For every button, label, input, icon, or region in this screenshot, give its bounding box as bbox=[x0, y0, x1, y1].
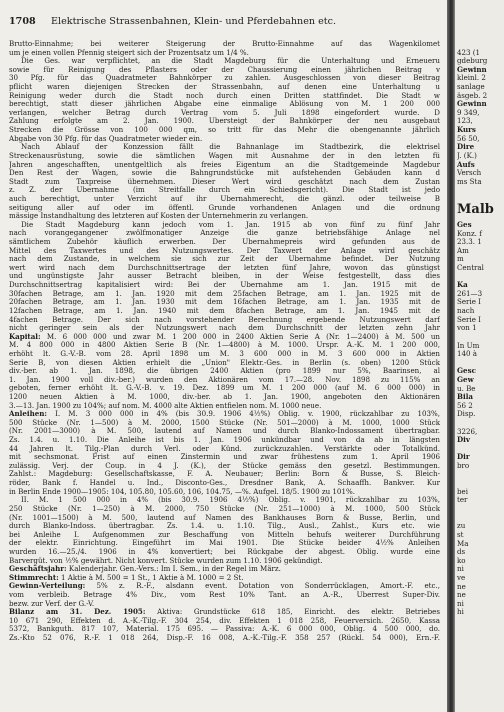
page-header bbox=[9, 16, 439, 30]
line-text: in Berlin Ende 1900—1905: 104, 105.80, 105.60, 106, 104.75, —%. Aufgel. 18/5. 1900 zu 101%. bbox=[9, 487, 355, 496]
line-text: Aktiva: Grundstücke 618 185, Einricht. des elektr. Betriebes bbox=[145, 608, 440, 617]
adjacent-text-fragment: 261—3 bbox=[457, 289, 483, 298]
adjacent-text-fragment: Serie I bbox=[457, 315, 481, 324]
section-label: Geschäftsjahr: bbox=[9, 565, 67, 574]
line-text: sämtlichem Zubehör käuflich erwerben. Der Übernahmepreis wird gefunden aus de bbox=[9, 238, 440, 247]
adjacent-text-fragment: äsgeb. 2 bbox=[457, 91, 488, 100]
section-label: Stimmrecht: bbox=[9, 573, 59, 582]
adjacent-text-fragment bbox=[457, 273, 503, 282]
text-line bbox=[9, 92, 440, 101]
adjacent-text-fragment: Am bbox=[457, 246, 469, 255]
line-text: wert wird nach dem Durchschnittsertrage der letzten fünf Jahre, wovon das günstigst bbox=[9, 263, 440, 272]
line-text: geboten, ferner erhöht lt. G.-V.-B. v. 19. Dez. 1899 um M. 1 200 000 (auf M. 6 000 000) in bbox=[9, 384, 440, 393]
adjacent-text-fragment: Central bbox=[457, 264, 484, 273]
line-text: nach vorangegangener zwölfmonatiger Anzeige die ganze betriebsfähige Anlage nel bbox=[9, 229, 440, 238]
text-line bbox=[9, 488, 440, 497]
line-text: vom verbleib. Betrage 4% Div., vom Rest 10% Tant. an A.-R., Überrest Super-Div. bbox=[9, 591, 440, 599]
adjacent-text-fragment: Div bbox=[457, 436, 470, 445]
section-label: Bilanz am 31. Dez. 1905: bbox=[9, 608, 146, 617]
adjacent-text-fragment: 123, bbox=[457, 117, 473, 126]
adjacent-text-fragment: u. Be bbox=[457, 384, 476, 393]
adjacent-text-fragment: ne bbox=[457, 582, 466, 591]
line-text: 3.—13. Jan. 1900 zu 104%; auf nom. M. 4000 alte Aktien entfielen nom. M. 1000 neue. bbox=[9, 401, 322, 410]
text-line bbox=[9, 393, 440, 402]
line-text: zulässig. Verj. der Coup. in 4 J. (K.), der Stücke gemäss den gesetzl. Bestimmungen. bbox=[9, 461, 440, 470]
adjacent-text-fragment: Konz. f bbox=[457, 229, 482, 238]
line-text: Mittel des Taxwertes und des Nutzungswertes. Der Taxwert der Anlage wird geschätz bbox=[9, 246, 440, 255]
adjacent-text-fragment: Ka bbox=[457, 281, 468, 290]
text-line bbox=[9, 479, 440, 488]
text-line bbox=[9, 419, 440, 428]
adjacent-text-fragment: gdeburg bbox=[457, 57, 488, 66]
line-text: bei Anleihe I. Aufgenommen zur Beschaffung von Mitteln behufs weiterer Durchführung bbox=[9, 530, 440, 539]
line-text: Abgabe von 30 Pfg. für das Quadratmeter wieder ein. bbox=[9, 134, 203, 143]
text-line bbox=[9, 204, 440, 213]
line-text: erhöht lt. G.-V.-B. vom 28. April 1898 um M. 3 600 000 in M. 3 600 000 in Aktien bbox=[9, 349, 440, 358]
text-line bbox=[9, 324, 440, 333]
line-text: 1 Aktie à M. 500 = 1 St., 1 Aktie à M. 1000 = 2 St. bbox=[58, 573, 244, 582]
text-line bbox=[9, 427, 440, 436]
text-line bbox=[9, 436, 440, 445]
text-line bbox=[9, 281, 440, 290]
text-line bbox=[9, 359, 440, 368]
text-line bbox=[9, 565, 440, 574]
line-text: nach dem Zustande, in welchem sie sich zur Zeit der Übernahme befindet. Der Nutzung bbox=[9, 255, 440, 264]
text-line bbox=[9, 582, 440, 591]
line-text: 44 Jahren lt. Tilg.-Plan durch Verl. oder Künd. zurückzuzahlen. Verstärkte oder Totalkünd. bbox=[9, 444, 440, 453]
text-line bbox=[9, 126, 440, 135]
text-line bbox=[9, 514, 440, 523]
adjacent-page-text bbox=[457, 40, 503, 617]
text-line bbox=[9, 600, 440, 609]
adjacent-text-fragment: Gesc bbox=[457, 367, 476, 376]
adjacent-page-edge bbox=[455, 0, 504, 712]
line-text: 20fachen Betrage, am 1. Jan. 1930 mit dem 16fachen Betrage, am 1. Jan. 1935 mit de bbox=[9, 298, 440, 307]
line-text: auch berechtigt, unter Verzicht auf ihr Übernahmerecht, die gänzl. oder teilweise B bbox=[9, 194, 440, 203]
adjacent-text-fragment: bei bbox=[457, 487, 469, 496]
adjacent-text-fragment: zu bbox=[457, 522, 466, 531]
line-text: der elektr. Einrichtung. Eingeführt im Mai 1901. Die Stücke beider 4½% Anleihen bbox=[9, 539, 440, 548]
text-line bbox=[9, 40, 440, 49]
adjacent-text-fragment: ve bbox=[457, 573, 466, 582]
line-text: um je einen vollen Pfennig steigert sich der Prozentsatz um 1/4 %. bbox=[9, 48, 249, 57]
text-line bbox=[9, 169, 440, 178]
text-line bbox=[9, 49, 440, 58]
adjacent-text-fragment: ko bbox=[457, 556, 466, 565]
line-text: 4fachen Betrage. Der sich nach vorstehender Berechnung ergebende Nutzungswert darf bbox=[9, 315, 440, 324]
line-text: verlangen, welcher Betrag durch Vertrag vom 5. Juli 1898 eingefordert wurde. D bbox=[9, 108, 440, 117]
adjacent-text-fragment: ni bbox=[457, 599, 464, 608]
adjacent-text-fragment: Gew bbox=[457, 375, 474, 384]
text-line bbox=[9, 341, 440, 350]
adjacent-text-fragment bbox=[457, 505, 503, 514]
text-line bbox=[9, 221, 440, 230]
line-text: I. M. 3 000 000 in 4% (bis 30.9. 1906 4½%) Oblig. v. 1900, rückzahlbar zu 103%, bbox=[47, 410, 440, 419]
line-text: 1200 neuen Aktien à M. 1000, div.-ber. ab 1. Jan. 1900, angeboten den Aktionären bbox=[9, 392, 440, 401]
text-line bbox=[9, 445, 440, 454]
text-line bbox=[9, 531, 440, 540]
text-line bbox=[9, 143, 440, 152]
text-line bbox=[9, 290, 440, 299]
adjacent-text-fragment: J. (K.) bbox=[457, 151, 477, 160]
line-text: (Nr. 2001—3000) à M. 500, lautend auf Namen und durch Blanko-Indossament übertragbar. bbox=[9, 427, 440, 436]
adjacent-text-fragment: Dire bbox=[457, 143, 475, 152]
line-text: sowie für Reinigung des Pflasters oder der Chaussierung einen jährlichen Beitrag v bbox=[9, 65, 440, 74]
text-line bbox=[9, 608, 440, 617]
line-text: und ungünstigste Jahr ausser Betracht bleiben, in der Weise festgestellt, dass dies bbox=[9, 272, 440, 281]
adjacent-text-fragment: ter bbox=[457, 496, 468, 505]
line-text: div.-ber. ab 1. Jan. 1898, die übrigen 2400 Aktien (pro 1899 nur 5%, Baarinsen, al bbox=[9, 367, 440, 376]
text-line bbox=[9, 152, 440, 161]
text-line bbox=[9, 625, 440, 634]
adjacent-text-fragment bbox=[457, 40, 503, 49]
adjacent-text-fragment: 140 à bbox=[457, 350, 478, 359]
line-text: 10 671 290, Effekten d. A.-K.-Tilg.-F. 304 254, div. Effekten 1 018 258, Feuerversich. 2650, Kassa bbox=[9, 616, 440, 625]
text-line bbox=[9, 470, 440, 479]
line-text: 250 Stücke (Nr. 1—250) à M. 2000, 750 Stücke (Nr. 251—1000) à M. 1000, 500 Stück bbox=[9, 504, 440, 513]
line-text: Durchschnittsertrag kapitalisiert wird: Bei der Übernahme am 1. Jan. 1915 mit de bbox=[9, 281, 440, 290]
adjacent-text-fragment bbox=[457, 359, 503, 368]
adjacent-text-fragment: sanlage bbox=[457, 83, 485, 92]
line-text: nicht geringer sein als der Nutzungswert nach dem Durchschnitt der letzten zehn Jahr bbox=[9, 324, 440, 333]
text-line bbox=[9, 307, 440, 316]
text-line bbox=[9, 367, 440, 376]
text-line bbox=[9, 376, 440, 385]
text-line bbox=[9, 350, 440, 359]
text-line bbox=[9, 634, 440, 643]
adjacent-text-fragment: ms Sta bbox=[457, 177, 482, 186]
line-text: Stadt zum Taxpreise übernehmen. Dieser Wert wird geschätzt nach dem Zustan bbox=[9, 177, 440, 186]
line-text: 500 Stücke (Nr. 1—500) à M. 2000, 1500 Stücke (Nr. 501—2000) à M. 1000, 1000 Stück bbox=[9, 418, 440, 427]
text-line bbox=[9, 100, 440, 109]
line-text: seitigung aller auf oder im öffentl. Grunde vorhandenen Anlagen und die ordnung bbox=[9, 203, 440, 212]
adjacent-text-fragment: Gewinn bbox=[457, 65, 487, 74]
line-text: Die Stadt Magdeburg kann jedoch vom 1. Jan. 1915 ab von fünf zu fünf Jahr bbox=[21, 220, 440, 229]
body-text bbox=[9, 40, 440, 643]
line-text: Strecken die Grösse von 100 000 qm, so tritt für das Mehr die obengenannte jährlich bbox=[9, 126, 440, 135]
line-text: Zahlung erfolgte am 2. Jan. 1900. Übersteigt der Bahnkörper der neu ausgebaut bbox=[9, 117, 440, 126]
line-text: bezw. zur Verf. der G.-V. bbox=[9, 599, 95, 608]
text-line bbox=[9, 178, 440, 187]
adjacent-text-fragment: hi bbox=[457, 608, 464, 617]
adjacent-text-fragment: Gewinn bbox=[457, 100, 487, 109]
adjacent-text-fragment bbox=[457, 186, 503, 195]
text-line bbox=[9, 505, 440, 514]
line-text: pflicht waren diejenigen Strecken der Strassenbahn, auf denen eine Unterhaltung u bbox=[9, 83, 440, 92]
line-text: Den Rest der Wagen, sowie die Bahngrundstücke mit aufstehenden Gebäuden kann d bbox=[9, 169, 440, 178]
text-line bbox=[9, 229, 440, 238]
adjacent-text-fragment: ds bbox=[457, 548, 466, 557]
adjacent-text-fragment: Ma bbox=[457, 539, 469, 548]
line-text: wurden 16.—25./4. 1906 in 4% konvertiert; bei Rückgabe der abgest. Oblig. wurde eine bbox=[9, 547, 440, 556]
line-text: Die Ges. war verpflichtet, an die Stadt Magdeburg für die Unterhaltung und Erneueru bbox=[21, 57, 440, 66]
text-line bbox=[9, 264, 440, 273]
text-line bbox=[9, 135, 440, 144]
line-text: Barvergüt. von ½% gewährt. Nicht konvert. Stücke wurden zum 1.10. 1906 gekündigt. bbox=[9, 556, 323, 565]
adjacent-text-fragment: Bila bbox=[457, 393, 473, 402]
adjacent-text-fragment: 56 2 bbox=[457, 401, 473, 410]
adjacent-text-fragment: ne bbox=[457, 591, 466, 600]
text-line bbox=[9, 161, 440, 170]
text-line bbox=[9, 548, 440, 557]
adjacent-text-fragment: Aufs bbox=[457, 160, 475, 169]
adjacent-text-fragment: Dir bbox=[457, 453, 470, 462]
adjacent-text-fragment: Versch bbox=[457, 169, 482, 178]
text-line bbox=[9, 74, 440, 83]
line-text: (Nr. 1001—1500) à M. 500, lautend auf Namen des Bankhauses Born & Busse, Berlin, und bbox=[9, 513, 440, 522]
text-line bbox=[9, 557, 440, 566]
section-label: Gewinn-Verteilung: bbox=[9, 582, 86, 591]
line-text: M. 6 000 000 und zwar M. 1 200 000 in 2400 Aktien Serie A (Nr. 1—2400) à M. 500 un bbox=[40, 332, 440, 341]
line-text: Reinigung weder durch die Stadt noch durch einen Dritten stattfindet. Die Stadt w bbox=[9, 91, 440, 100]
text-line bbox=[9, 453, 440, 462]
text-line bbox=[9, 83, 440, 92]
text-line bbox=[9, 522, 440, 531]
line-text: mit sechsmonat. Frist auf einen Zinstermin und zwar frühestens zum 1. April 1906 bbox=[9, 453, 440, 462]
adjacent-text-fragment: Ges bbox=[457, 220, 472, 229]
line-text: II. M. 1 500 000 in 4% (bis 30.9. 1906 4½%) Oblig. v. 1901, rückzahlbar zu 103%, bbox=[21, 496, 440, 505]
section-label: Anleihen: bbox=[9, 410, 48, 419]
line-text: durch Blanko-Indoss. übertragbar. Zs. 1.4. u. 1.10. Tilg., Ausl., Zahlst., Kurs etc. wie bbox=[9, 522, 440, 531]
section-label: Kapital: bbox=[9, 332, 41, 341]
text-line bbox=[9, 333, 440, 342]
adjacent-text-fragment: In Um bbox=[457, 341, 480, 350]
text-line bbox=[9, 66, 440, 75]
adjacent-text-fragment: 423 (1 bbox=[457, 48, 481, 57]
text-line bbox=[9, 212, 440, 221]
running-title: Elektrische Strassenbahnen, Klein- und Pferdebahnen etc. bbox=[51, 16, 337, 27]
text-line bbox=[9, 574, 440, 583]
adjacent-text-fragment: st bbox=[457, 530, 464, 539]
adjacent-text-fragment: Malb bbox=[457, 201, 494, 217]
line-text: 5372, Bankguth. 817 107, Material. 175 695. — Passiva: A.-K. 6 000 000, Oblig. 4 500 000, do. bbox=[9, 625, 440, 634]
text-line bbox=[9, 316, 440, 325]
text-line bbox=[9, 272, 440, 281]
line-text: mässige Instandhaltung des letzteren auf Kosten der Unternehmerin zu verlangen. bbox=[9, 212, 309, 221]
adjacent-text-fragment: kleinl. 2 bbox=[457, 74, 486, 83]
text-line bbox=[9, 195, 440, 204]
line-text: Jahren angeschafften, unentgeltlich als freies Eigentum an die Stadtgemeinde Magdebur bbox=[9, 160, 440, 169]
page-number: 1708 bbox=[9, 16, 36, 27]
text-line bbox=[9, 109, 440, 118]
line-text: 1. Jan. 1900 voll div.-ber.) wurden den Aktionären vom 17.—28. Nov. 1898 zu 115% an bbox=[9, 375, 440, 384]
text-line bbox=[9, 384, 440, 393]
line-text: z. Z. der Übernahme (im Streitfalle durch ein Schiedsgericht). Die Stadt ist jedo bbox=[9, 186, 440, 195]
line-text: Zahlst.: Magdeburg: Gesellschaftskasse, F. A. Neubauer; Berlin: Born & Busse, S. Bleich- bbox=[9, 470, 440, 479]
adjacent-text-fragment: Kurs bbox=[457, 126, 476, 135]
line-text: Kalenderjahr. Gen.-Vers.: Im I. Sem., in der Regel im März. bbox=[66, 565, 281, 574]
adjacent-text-fragment: m bbox=[457, 255, 464, 264]
text-line bbox=[9, 539, 440, 548]
adjacent-text-fragment bbox=[457, 471, 503, 480]
adjacent-text-fragment: von 1 bbox=[457, 324, 477, 333]
line-text: M. 4 800 000 in 4800 Aktien Serie B (Nr. 1—4800) à M. 1000. Urspr. A.-K. M. 1 200 000, bbox=[9, 341, 440, 350]
line-text: Brutto-Einnahme; bei weiterer Steigerung der Brutto-Einnahme auf das Wagenkilomet bbox=[9, 40, 440, 48]
text-line bbox=[9, 591, 440, 600]
adjacent-text-fragment: Serie I bbox=[457, 298, 481, 307]
adjacent-text-fragment: 56 50, bbox=[457, 134, 480, 143]
book-gutter bbox=[447, 0, 455, 712]
line-text: Serie B, von diesen Aktien erhielt die „Union" Elektr.-Ges. in Berlin (s. oben) 1200 Stück bbox=[9, 358, 440, 367]
adjacent-text-fragment: Disp. bbox=[457, 410, 476, 419]
text-line bbox=[9, 298, 440, 307]
line-text: Streckenausrüstung, sowie die sämtlichen Wagen mit Ausnahme der in den letzten fü bbox=[9, 151, 440, 160]
adjacent-text-fragment bbox=[457, 514, 503, 523]
line-text: 30 Pfg. für das Quadratmeter Bahnkörper zu zahlen. Ausgeschlossen von dieser Beitrag bbox=[9, 74, 440, 83]
adjacent-text-fragment bbox=[457, 479, 503, 488]
adjacent-text-fragment bbox=[457, 419, 503, 428]
adjacent-text-fragment bbox=[457, 445, 503, 454]
line-text: Nach Ablauf der Konzession fällt die Bahnanlage im Stadtbezirk, die elektrisel bbox=[21, 143, 440, 152]
adjacent-text-fragment: ni bbox=[457, 565, 464, 574]
adjacent-text-fragment bbox=[457, 333, 503, 342]
adjacent-text-fragment: nach bbox=[457, 307, 475, 316]
text-line bbox=[9, 410, 440, 419]
line-text: röder, Bank f. Handel u. Ind., Disconto-Ges., Dresdner Bank, A. Schaaffh. Bankver. Kur bbox=[9, 479, 440, 488]
text-line bbox=[9, 255, 440, 264]
line-text: 5% z. R.-F., alsdann event. Dotation von Sonderrücklagen, Amort.-F. etc., bbox=[85, 582, 440, 591]
adjacent-text-fragment: bro bbox=[457, 462, 470, 471]
line-text: berechtigt, statt dieser jährlichen Abgabe eine einmalige Ablösung von M. 1 200 000 bbox=[9, 100, 440, 109]
line-text: 12fachen Betrage, am 1. Jan. 1940 mit dem 8fachen Betrage, am 1. Jan. 1945 mit de bbox=[9, 306, 440, 315]
text-line bbox=[9, 402, 440, 411]
line-text: Zs. 1.4. u. 1.10. Die Anleihe ist bis 1. Jan. 1906 unkündbar und von da ab in längsten bbox=[9, 436, 440, 445]
text-line bbox=[9, 238, 440, 247]
adjacent-text-fragment: 3226, bbox=[457, 427, 478, 436]
text-line bbox=[9, 462, 440, 471]
text-line bbox=[9, 117, 440, 126]
text-line bbox=[9, 496, 440, 505]
line-text: 30fachen Betrage, am 1. Jan. 1920 mit dem 25fachen Betrage, am 1. Jan. 1925 mit de bbox=[9, 289, 440, 298]
text-line bbox=[9, 617, 440, 626]
text-line bbox=[9, 186, 440, 195]
line-text: Zs.-Kto 52 076, R.-F. 1 018 264, Disp.-F. 16 008, A.-K.-Tilg.-F. 358 257 (Rückl. 54 000), Ern.-F. bbox=[9, 634, 440, 643]
adjacent-text-fragment: 9 349, bbox=[457, 108, 480, 117]
adjacent-text-fragment: 23.3. 1 bbox=[457, 238, 482, 247]
text-line bbox=[9, 247, 440, 256]
text-line bbox=[9, 57, 440, 66]
